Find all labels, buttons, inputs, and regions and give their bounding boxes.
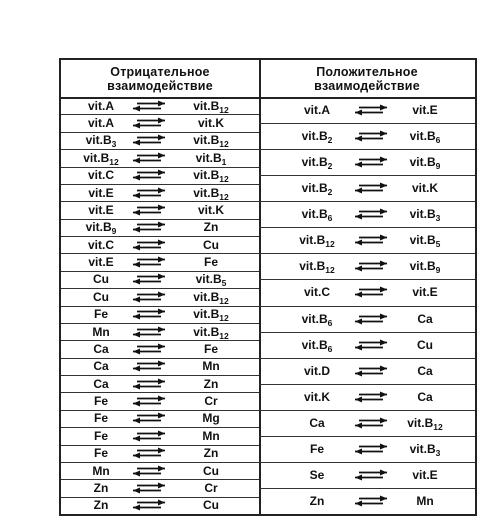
interaction-arrows-icon xyxy=(131,326,175,338)
table-row xyxy=(61,410,259,428)
substance-b: Cu xyxy=(203,463,219,478)
interaction-arrows-icon xyxy=(353,469,389,481)
substance-a: Ca xyxy=(309,415,325,430)
interaction-arrows-icon xyxy=(131,291,175,303)
interaction-arrows-icon xyxy=(353,182,389,194)
interaction-arrows-icon xyxy=(131,360,175,372)
table-row xyxy=(61,323,259,341)
interaction-arrows-icon xyxy=(353,104,389,116)
substance-a: vit.K xyxy=(303,389,330,404)
substance-a: vit.C xyxy=(87,237,114,252)
substance-b: vit.E xyxy=(412,285,438,300)
substance-b: Cu xyxy=(417,337,433,352)
interaction-arrows-icon xyxy=(353,208,389,220)
substance-b: $vit.B_5$ xyxy=(409,233,441,250)
interaction-arrows-icon xyxy=(131,412,175,424)
substance-a: vit.E xyxy=(88,255,114,270)
interaction-arrows-icon xyxy=(131,187,175,199)
substance-a: vit.A xyxy=(87,116,114,131)
table-row xyxy=(259,175,475,202)
substance-a: vit.A xyxy=(87,98,114,113)
substance-a: Fe xyxy=(93,428,108,443)
table-row xyxy=(259,279,475,306)
interaction-arrows-icon xyxy=(131,169,175,181)
table-row xyxy=(259,97,475,124)
substance-a: Zn xyxy=(309,493,325,508)
positive-title-line-1: Положительное xyxy=(316,64,418,79)
substance-a: $vit.B_{12}$ xyxy=(299,259,335,276)
table-row xyxy=(259,201,475,228)
table-row xyxy=(61,253,259,271)
substance-a: vit.E xyxy=(88,185,114,200)
table-row xyxy=(61,132,259,150)
table-row xyxy=(61,427,259,445)
substance-b: Ca xyxy=(417,311,433,326)
substance-a: $vit.B_2$ xyxy=(301,181,333,198)
substance-a: Ca xyxy=(93,341,109,356)
interaction-arrows-icon xyxy=(131,447,175,459)
table-row xyxy=(61,358,259,376)
positive-column xyxy=(259,60,475,514)
interaction-arrows-icon xyxy=(131,204,175,216)
substance-b: vit.K xyxy=(197,202,224,217)
table-row xyxy=(61,201,259,219)
substance-a: Fe xyxy=(93,394,108,409)
negative-title-line-1: Отрицательное xyxy=(110,64,210,79)
substance-b: $vit.B_5$ xyxy=(195,272,227,289)
interaction-arrows-icon xyxy=(131,100,175,112)
interaction-arrows-icon xyxy=(353,286,389,298)
table-row xyxy=(259,123,475,150)
substance-b: Mn xyxy=(202,428,220,443)
substance-b: $vit.B_{12}$ xyxy=(193,324,229,341)
substance-b: $vit.B_3$ xyxy=(409,441,441,458)
table-row xyxy=(259,358,475,385)
interaction-table xyxy=(59,58,477,516)
interaction-arrows-icon xyxy=(131,308,175,320)
interaction-arrows-icon xyxy=(353,260,389,272)
substance-b: Zn xyxy=(203,376,219,391)
interaction-arrows-icon xyxy=(131,273,175,285)
positive-rows xyxy=(259,97,475,514)
substance-a: Zn xyxy=(93,498,109,513)
substance-b: Cu xyxy=(203,498,219,513)
substance-a: vit.A xyxy=(303,103,330,118)
table-row xyxy=(259,306,475,333)
table-row xyxy=(259,253,475,280)
table-row xyxy=(61,167,259,185)
table-row xyxy=(259,462,475,489)
interaction-arrows-icon xyxy=(131,134,175,146)
table-row xyxy=(259,384,475,411)
substance-b: $vit.B_{12}$ xyxy=(193,133,229,150)
substance-a: $vit.B_9$ xyxy=(85,220,117,237)
table-row xyxy=(259,332,475,359)
substance-b: Zn xyxy=(203,220,219,235)
interaction-arrows-icon xyxy=(353,156,389,168)
substance-a: Cu xyxy=(93,272,109,287)
substance-b: $vit.B_{12}$ xyxy=(193,98,229,115)
substance-b: Ca xyxy=(417,363,433,378)
substance-a: Mn xyxy=(92,463,110,478)
table-row xyxy=(61,149,259,167)
interaction-arrows-icon xyxy=(131,343,175,355)
interaction-arrows-icon xyxy=(353,495,389,507)
substance-a: Fe xyxy=(93,411,108,426)
substance-a: Fe xyxy=(309,441,324,456)
substance-b: Cr xyxy=(204,480,218,495)
positive-header xyxy=(259,60,475,99)
table-row xyxy=(61,497,259,514)
substance-b: $vit.B_3$ xyxy=(409,207,441,224)
substance-a: Cu xyxy=(93,289,109,304)
interaction-arrows-icon xyxy=(131,378,175,390)
substance-b: Cu xyxy=(203,237,219,252)
interaction-arrows-icon xyxy=(131,239,175,251)
substance-a: $vit.B_6$ xyxy=(301,337,333,354)
substance-a: Zn xyxy=(93,480,109,495)
table-row xyxy=(61,97,259,115)
substance-b: Mn xyxy=(416,493,434,508)
substance-b: $vit.B_6$ xyxy=(409,129,441,146)
substance-b: $vit.B_{12}$ xyxy=(193,289,229,306)
interaction-arrows-icon xyxy=(131,395,175,407)
table-row xyxy=(61,375,259,393)
substance-a: $vit.B_6$ xyxy=(301,207,333,224)
substance-a: $vit.B_3$ xyxy=(85,133,117,150)
table-row xyxy=(61,462,259,480)
substance-a: $vit.B_{12}$ xyxy=(299,233,335,250)
interaction-arrows-icon xyxy=(353,313,389,325)
interaction-arrows-icon xyxy=(353,130,389,142)
substance-a: $vit.B_2$ xyxy=(301,129,333,146)
table-row xyxy=(61,236,259,254)
table-row xyxy=(61,184,259,202)
interaction-arrows-icon xyxy=(353,365,389,377)
negative-title-line-2: взаимодействие xyxy=(107,78,213,93)
substance-b: $vit.B_{12}$ xyxy=(193,185,229,202)
substance-b: $vit.B_9$ xyxy=(409,259,441,276)
substance-b: Cr xyxy=(204,394,218,409)
table-row xyxy=(259,149,475,176)
table-row xyxy=(61,271,259,289)
interaction-arrows-icon xyxy=(353,443,389,455)
interaction-arrows-icon xyxy=(131,152,175,164)
table-row xyxy=(61,392,259,410)
negative-rows xyxy=(61,97,259,514)
interaction-arrows-icon xyxy=(353,234,389,246)
positive-title-line-2: взаимодействие xyxy=(314,78,420,93)
interaction-arrows-icon xyxy=(131,465,175,477)
substance-b: vit.K xyxy=(411,181,438,196)
interaction-arrows-icon xyxy=(131,117,175,129)
substance-a: $vit.B_{12}$ xyxy=(83,150,119,167)
negative-header xyxy=(61,60,259,99)
table-row xyxy=(61,479,259,497)
interaction-arrows-icon xyxy=(131,256,175,268)
substance-a: Ca xyxy=(93,359,109,374)
interaction-arrows-icon xyxy=(131,482,175,494)
substance-a: vit.C xyxy=(303,285,330,300)
interaction-arrows-icon xyxy=(131,430,175,442)
substance-b: $vit.B_1$ xyxy=(195,150,227,167)
substance-b: Fe xyxy=(203,255,218,270)
table-row xyxy=(259,488,475,514)
interaction-arrows-icon xyxy=(353,339,389,351)
negative-column xyxy=(61,60,261,514)
substance-b: vit.E xyxy=(412,103,438,118)
substance-a: vit.C xyxy=(87,168,114,183)
table-row xyxy=(61,340,259,358)
substance-a: vit.E xyxy=(88,202,114,217)
substance-a: Fe xyxy=(93,307,108,322)
table-row xyxy=(259,436,475,463)
substance-a: Se xyxy=(309,467,325,482)
substance-a: Fe xyxy=(93,446,108,461)
substance-a: Ca xyxy=(93,376,109,391)
substance-a: Mn xyxy=(92,324,110,339)
table-row xyxy=(61,288,259,306)
interaction-arrows-icon xyxy=(353,391,389,403)
substance-b: vit.E xyxy=(412,467,438,482)
substance-b: Mn xyxy=(202,359,220,374)
substance-b: $vit.B_{12}$ xyxy=(193,307,229,324)
substance-b: Ca xyxy=(417,389,433,404)
substance-b: Zn xyxy=(203,446,219,461)
substance-b: Mg xyxy=(202,411,220,426)
substance-b: $vit.B_{12}$ xyxy=(407,415,443,432)
substance-a: vit.D xyxy=(303,363,330,378)
table-row xyxy=(61,219,259,237)
substance-a: $vit.B_6$ xyxy=(301,311,333,328)
substance-b: $vit.B_9$ xyxy=(409,155,441,172)
table-row xyxy=(259,410,475,437)
substance-a: $vit.B_2$ xyxy=(301,155,333,172)
interaction-arrows-icon xyxy=(353,417,389,429)
substance-b: $vit.B_{12}$ xyxy=(193,168,229,185)
interaction-arrows-icon xyxy=(131,499,175,511)
substance-b: vit.K xyxy=(197,116,224,131)
table-row xyxy=(61,114,259,132)
substance-b: Fe xyxy=(203,341,218,356)
table-row xyxy=(61,445,259,463)
table-row xyxy=(61,306,259,324)
table-row xyxy=(259,227,475,254)
interaction-arrows-icon xyxy=(131,221,175,233)
